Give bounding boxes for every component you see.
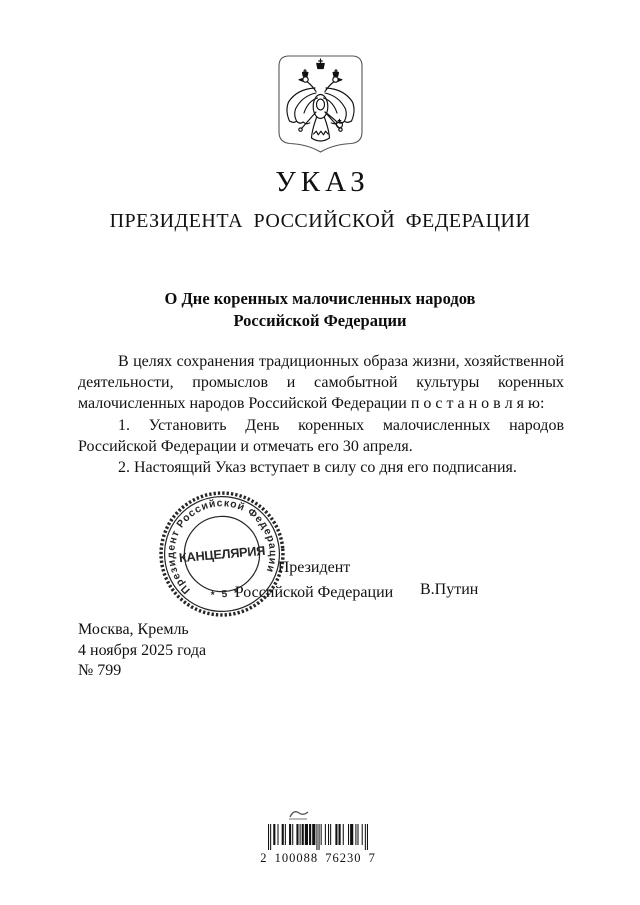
russian-coat-of-arms-icon xyxy=(278,55,363,155)
footer-date: 4 ноября 2025 года xyxy=(78,641,207,659)
footer-number: № 799 xyxy=(78,662,122,679)
stamp-ring-text: Президент Российской Федерации xyxy=(166,498,278,596)
decree-title: УКАЗ xyxy=(275,166,370,198)
decree-subject xyxy=(77,288,563,332)
body-line: В целях сохранения традиционных образа жизни, хозяйственной xyxy=(118,353,564,370)
subject-line-1: О Дне коренных малочисленных народов xyxy=(164,289,476,308)
body-line: 2. Настоящий Указ вступает в силу со дня его подписания. xyxy=(118,459,517,477)
body-line: деятельности, промыслов и самобытной культуры коренных xyxy=(78,374,564,392)
registration-mark xyxy=(286,806,314,822)
coat-of-arms-frame xyxy=(278,55,363,155)
signature-post-line-1: Президент xyxy=(277,559,351,576)
stamp-center-text: КАНЦЕЛЯРИЯ xyxy=(178,542,266,566)
barcode-digits: 2 100088 76230 7 xyxy=(260,851,376,865)
signature-name: В.Путин xyxy=(420,581,479,598)
decree-body xyxy=(78,351,564,478)
document-barcode xyxy=(268,824,368,850)
stamp-bottom-text: * 5 * xyxy=(210,587,241,602)
signature-post-line-2: Российской Федерации xyxy=(234,583,394,601)
body-line: Российской Федерации и отмечать его 30 апреля. xyxy=(78,437,413,455)
footer-place: Москва, Кремль xyxy=(78,621,189,638)
subject-line-2: Российской Федерации xyxy=(233,311,407,330)
decree-subtitle: ПРЕЗИДЕНТА РОССИЙСКОЙ ФЕДЕРАЦИИ xyxy=(109,210,531,232)
decree-footer xyxy=(78,620,206,682)
body-line: малочисленных народов Российской Федерации п о с т а н о в л я ю: xyxy=(78,395,545,413)
chancellery-stamp xyxy=(158,490,286,618)
body-line: 1. Установить День коренных малочисленных народов xyxy=(118,416,564,434)
